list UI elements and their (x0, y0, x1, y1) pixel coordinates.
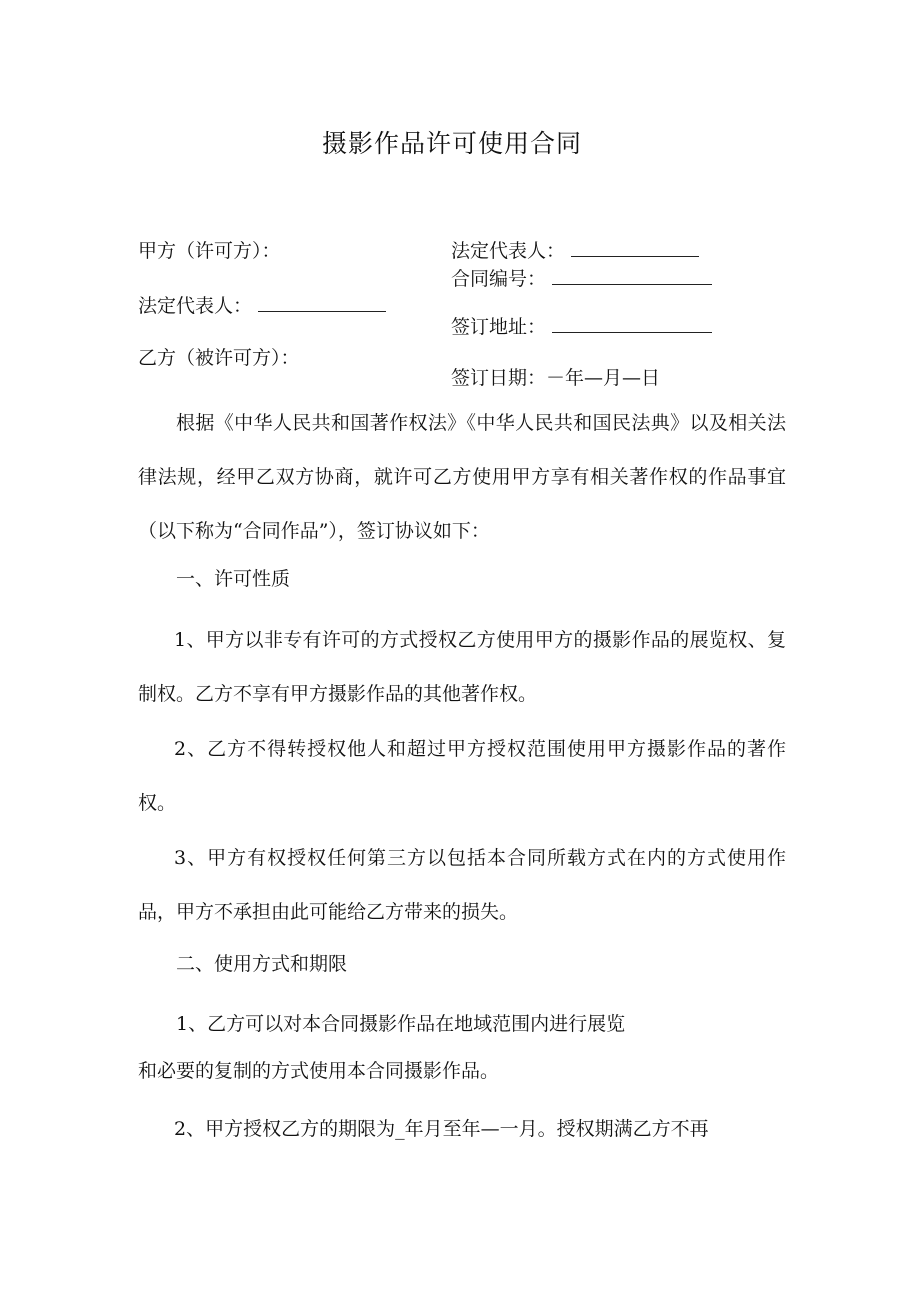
section-1-heading: 一、许可性质 (176, 568, 291, 590)
legal-rep-left-blank (258, 297, 386, 312)
legal-rep-right (451, 242, 699, 261)
legal-rep-right-label: 法定代表人： (451, 240, 566, 262)
document-title: 摄影作品许可使用合同 (322, 129, 583, 158)
contract-number-label: 合同编号： (451, 268, 547, 290)
legal-rep-right-blank (571, 242, 699, 257)
section-2-item-1-line-2: 和必要的复制的方式使用本合同摄影作品。 (138, 1060, 500, 1082)
section-2-heading: 二、使用方式和期限 (176, 953, 348, 975)
sign-date-label: 签订日期： (451, 367, 547, 389)
contract-number (451, 270, 712, 289)
section-2-item-2: 2、甲方授权乙方的期限为_年月至年—一月。授权期满乙方不再 (174, 1118, 709, 1140)
section-1-item-1: 1、甲方以非专有许可的方式授权乙方使用甲方的摄影作品的展览权、复制权。乙方不享有甲方摄影作品的其他著作权。 (138, 629, 786, 705)
contract-number-blank (552, 270, 712, 285)
intro-paragraph: 根据《中华人民共和国著作权法》《中华人民共和国民法典》以及相关法律法规，经甲乙双方协商，就许可乙方使用甲方享有相关著作权的作品事宜（以下称为“合同作品”），签订协议如下： (138, 412, 786, 542)
sign-place (451, 318, 712, 337)
section-1-item-2: 2、乙方不得转授权他人和超过甲方授权范围使用甲方摄影作品的著作权。 (138, 738, 786, 814)
sign-place-label: 签订地址： (451, 316, 547, 338)
party-a-label: 甲方（许可方）： (138, 240, 281, 262)
sign-place-blank (552, 318, 712, 333)
legal-rep-left-label: 法定代表人： (138, 295, 253, 317)
section-2-item-1-line-1: 1、乙方可以对本合同摄影作品在地域范围内进行展览 (176, 1013, 626, 1035)
section-1-item-3: 3、甲方有权授权任何第三方以包括本合同所载方式在内的方式使用作品，甲方不承担由此可能给乙方带来的损失。 (138, 847, 786, 923)
sign-date-value: －年—月—日 (546, 367, 661, 389)
legal-rep-left (138, 297, 386, 316)
sign-date (451, 369, 660, 388)
party-b-label: 乙方（被许可方）： (138, 347, 300, 369)
